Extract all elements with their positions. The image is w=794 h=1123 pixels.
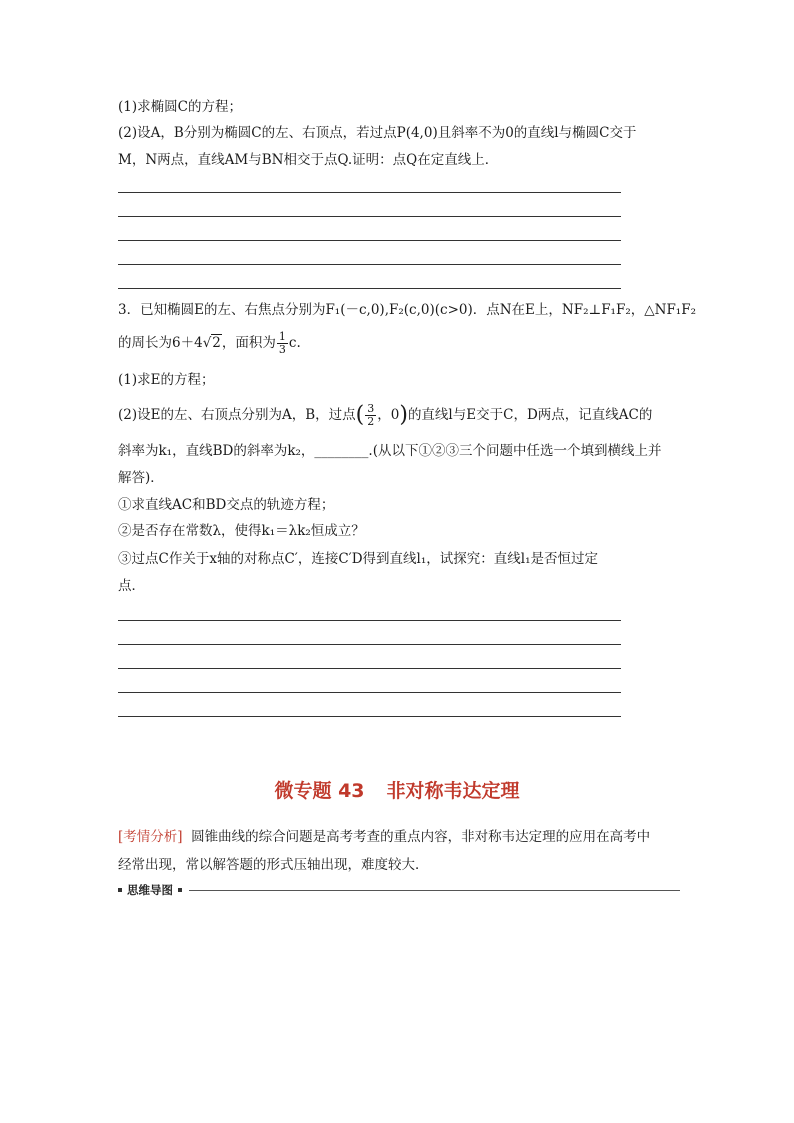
answer-line	[118, 692, 621, 693]
q3-option2: ②是否存在常数λ，使得k₁＝λk₂恒成立？	[118, 523, 365, 539]
q3-part2-line3: 解答)．	[118, 470, 164, 486]
section-title	[0, 776, 794, 803]
sqrt-symbol: √	[202, 335, 212, 351]
analysis-tag: [考情分析]	[118, 829, 183, 845]
mindmap-header	[118, 882, 680, 898]
q2-part2-line2: M，N两点，直线AM与BN相交于点Q.证明：点Q在定直线上．	[118, 152, 499, 168]
q3-option3-line1: ③过点C作关于x轴的对称点C′，连接C′D得到直线l₁，试探究：直线l₁是否恒过定	[118, 551, 599, 567]
answer-line	[118, 716, 621, 717]
q3-part2-prefix: (2)设E的左、右顶点分别为A，B，过点	[118, 407, 356, 423]
q3-part2-line1	[118, 400, 652, 431]
answer-line	[118, 668, 621, 669]
fraction-numerator: 1	[278, 330, 286, 343]
mindmap-label: 思维导图	[127, 883, 173, 897]
square-bullet-icon	[178, 888, 182, 892]
fraction-denominator: 3	[278, 343, 286, 356]
q2-part1: (1)求椭圆C的方程；	[118, 99, 242, 115]
analysis-line1	[118, 827, 650, 847]
q3-part1: (1)求E的方程；	[118, 372, 215, 388]
answer-line	[118, 240, 621, 241]
analysis-line2: 经常出现，常以解答题的形式压轴出现，难度较大．	[118, 857, 429, 873]
q3-perimeter-text: 的周长为6＋4	[118, 335, 203, 351]
fraction-one-third	[277, 331, 288, 356]
answer-line	[118, 192, 621, 193]
square-bullet-icon	[118, 888, 122, 892]
q3-option1: ①求直线AC和BD交点的轨迹方程；	[118, 497, 335, 513]
q3-part2-suffix: 的直线l与E交于C，D两点，记直线AC的	[407, 407, 653, 423]
answer-line	[118, 644, 621, 645]
point-y-coord: ，0	[377, 407, 400, 423]
divider-line	[189, 890, 680, 891]
sqrt-radicand: 2	[212, 335, 221, 351]
analysis-text: 圆锥曲线的综合问题是高考考查的重点内容，非对称韦达定理的应用在高考中	[191, 829, 651, 845]
q3-line2	[118, 328, 301, 358]
q3-area-text: ，面积为	[221, 335, 276, 351]
answer-line	[118, 216, 621, 217]
q3-line1: 3．已知椭圆E的左、右焦点分别为F₁(－c,0),F₂(c,0)(c>0)．点N在E上，NF₂⊥F₁F₂，△NF₁F₂	[118, 302, 697, 318]
q3-option3-line2: 点．	[118, 578, 145, 594]
q3-area-suffix: c.	[288, 335, 301, 351]
right-paren: )	[399, 402, 408, 428]
fraction-denominator: 2	[367, 415, 375, 428]
answer-line	[118, 620, 621, 621]
fraction-numerator: 3	[367, 402, 375, 415]
left-paren: (	[355, 402, 365, 428]
q3-part2-line2: 斜率为k₁，直线BD的斜率为k₂，________.(从以下①②③三个问题中任选一个填到横线上并	[118, 443, 662, 459]
fraction-three-halves	[365, 403, 376, 428]
answer-line	[118, 264, 621, 265]
section-title-name: 非对称韦达定理	[386, 780, 520, 802]
answer-line	[118, 288, 621, 289]
section-title-number: 微专题 43	[274, 780, 365, 802]
q2-part2-line1: (2)设A，B分别为椭圆C的左、右顶点，若过点P(4,0)且斜率不为0的直线l与椭圆C交于	[118, 125, 637, 141]
